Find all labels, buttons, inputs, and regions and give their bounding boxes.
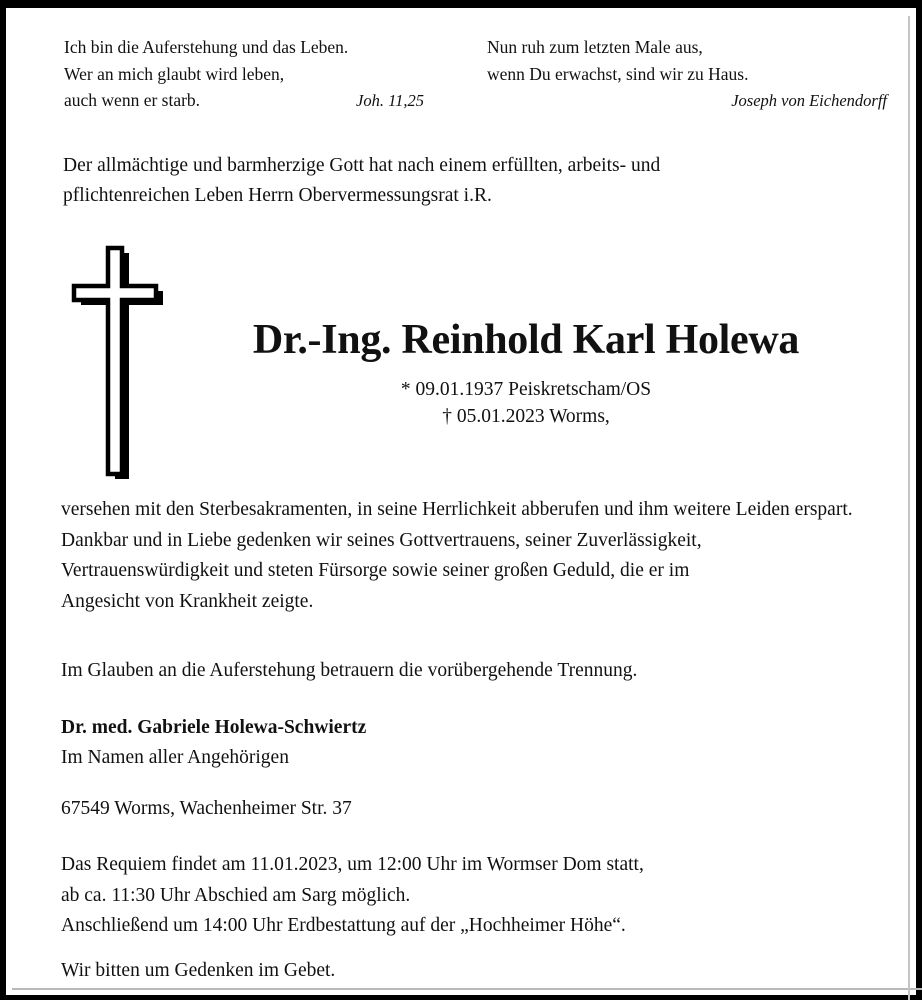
body-para2-line3: Angesicht von Krankheit zeigte. — [61, 590, 314, 612]
quote-right-last-row — [487, 87, 887, 115]
quote-right-line-1: Nun ruh zum letzten Male aus, — [487, 37, 703, 57]
quote-left-line-1: Ich bin die Auferstehung und das Leben. — [64, 37, 349, 57]
quote-left-line-3: auch wenn er starb. — [64, 90, 201, 110]
christian-cross-icon — [66, 240, 166, 480]
faith-statement: Im Glauben an die Auferstehung betrauern die vorübergehende Trennung. — [61, 660, 638, 681]
body-text — [61, 495, 886, 617]
body-para1-line2: Leiden erspart. — [735, 499, 853, 520]
mourners-block — [61, 713, 366, 773]
requiem-details — [61, 850, 644, 942]
requiem-line-1: Das Requiem findet am 11.01.2023, um 12:00 Uhr im Wormser Dom statt, — [61, 854, 644, 875]
quotes-row — [6, 34, 916, 115]
intro-line-1: Der allmächtige und barmherzige Gott hat nach einem erfüllten, arbeits- und — [63, 155, 661, 176]
intro-line-2: pflichtenreichen Leben Herrn Obervermessungsrat i.R. — [63, 185, 492, 206]
border-shade-right — [908, 16, 910, 1000]
intro-paragraph — [63, 151, 853, 211]
birth-date: * 09.01.1937 Peiskretscham/OS — [400, 379, 652, 400]
address-line: 67549 Worms, Wachenheimer Str. 37 — [61, 798, 352, 819]
mourner-subtitle: Im Namen aller Angehörigen — [61, 747, 289, 768]
quote-right-attribution: Joseph von Eichendorff — [731, 91, 887, 110]
notice-content-area — [6, 8, 916, 995]
death-date: † 05.01.2023 Worms, — [442, 406, 610, 427]
closing-statement: Wir bitten um Gedenken im Gebet. — [61, 960, 336, 981]
border-shade-bottom — [12, 988, 922, 990]
quote-left-attribution: Joh. 11,25 — [356, 91, 424, 110]
deceased-block — [166, 314, 886, 430]
border-frame-right — [916, 0, 922, 1000]
cross-svg — [66, 240, 166, 480]
border-frame-bottom — [0, 995, 922, 1000]
body-para2-line2: Vertrauenswürdigkeit und steten Fürsorge sowie seiner großen Geduld, die er im — [61, 560, 690, 581]
mourner-name: Dr. med. Gabriele Holewa-Schwiertz — [61, 717, 367, 738]
body-para1-line1: versehen mit den Sterbesakramenten, in seine Herrlichkeit abberufen und ihm weitere — [61, 499, 731, 520]
quote-left-line-2: Wer an mich glaubt wird leben, — [64, 63, 285, 84]
quote-right-line-2: wenn Du erwachst, sind wir zu Haus. — [487, 63, 749, 84]
border-frame-top — [0, 0, 922, 8]
body-para2-line1: Dankbar und in Liebe gedenken wir seines Gottvertrauens, seiner Zuverlässigkeit, — [61, 529, 702, 551]
deceased-name: Dr.-Ing. Reinhold Karl Holewa — [252, 317, 800, 363]
requiem-line-3: Anschließend um 14:00 Uhr Erdbestattung auf der „Hochheimer Höhe“. — [61, 915, 626, 936]
quote-left-last-row — [64, 87, 424, 115]
quote-block-scripture — [64, 34, 459, 115]
cross-body — [74, 248, 156, 474]
quote-block-poem — [487, 34, 887, 115]
requiem-line-2: ab ca. 11:30 Uhr Abschied am Sarg möglich. — [61, 884, 411, 906]
